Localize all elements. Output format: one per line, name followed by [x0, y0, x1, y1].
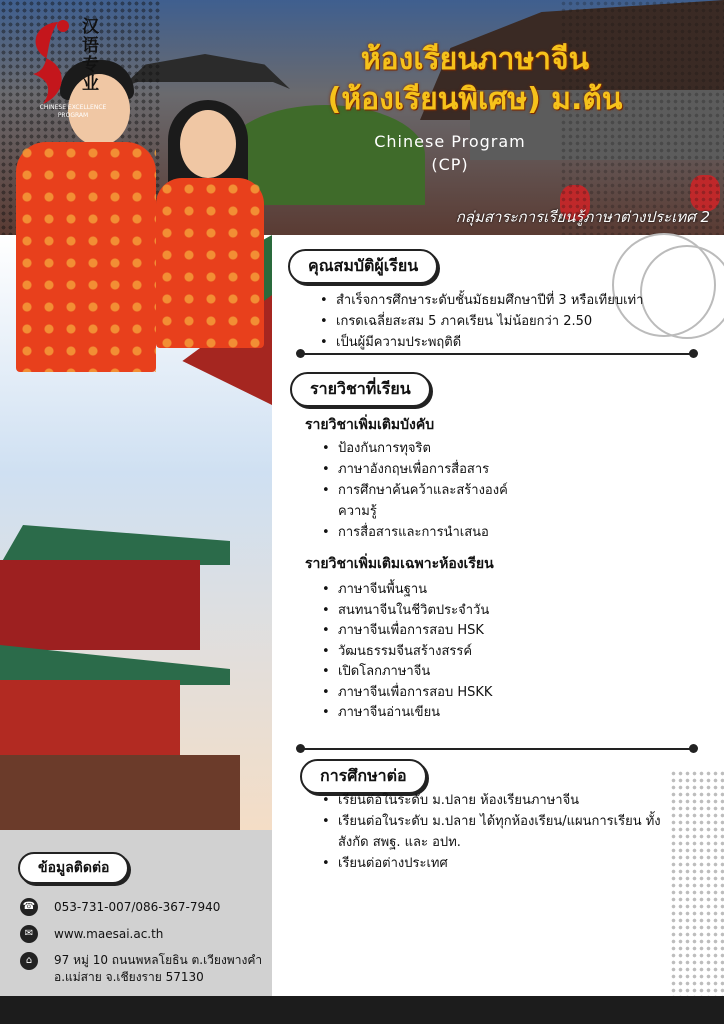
list-item: • การศึกษาค้นคว้าและสร้างองค์ความรู้	[320, 480, 530, 522]
department-name: กลุ่มสาระการเรียนรู้ภาษาต่างประเทศ 2	[455, 208, 710, 226]
list-item: • เป็นผู้มีความประพฤติดี	[318, 332, 688, 353]
list-item: • ภาษาจีนพื้นฐาน	[320, 580, 680, 601]
dragon-emblem-icon	[18, 14, 88, 114]
qualifications-heading: คุณสมบัติผู้เรียน	[288, 249, 438, 284]
logo-text: PROGRAM	[57, 112, 89, 119]
logo-char: 专	[82, 55, 99, 75]
address-line: 97 หมู่ 10 ถนนพหลโยธิน ต.เวียงพางคำ	[54, 953, 263, 967]
subjects-heading: รายวิชาที่เรียน	[290, 372, 431, 407]
program-abbr: (CP)	[431, 155, 469, 174]
list-item: • ภาษาอังกฤษเพื่อการสื่อสาร	[320, 459, 530, 480]
student-girl	[150, 100, 270, 350]
list-item: • สำเร็จการศึกษาระดับชั้นมัธยมศึกษาปีที่ 3 หรือเทียบเท่า	[318, 290, 688, 311]
required-subjects-heading: รายวิชาเพิ่มเติมบังคับ	[305, 417, 435, 433]
contact-heading: ข้อมูลติดต่อ	[18, 852, 129, 884]
page-title: ห้องเรียนภาษาจีน	[360, 42, 590, 77]
home-icon: ⌂	[20, 952, 38, 970]
list-item: • ภาษาจีนอ่านเขียน	[320, 703, 680, 724]
further-study-list	[320, 790, 690, 874]
list-item: • เรียนต่อต่างประเทศ	[320, 853, 690, 874]
logo-char: 汉	[82, 17, 99, 37]
list-item: • เรียนต่อในระดับ ม.ปลาย ห้องเรียนภาษาจีน	[320, 790, 690, 811]
phone-icon: ☎	[20, 898, 38, 916]
list-item: • เรียนต่อในระดับ ม.ปลาย ได้ทุกห้องเรียน/แผนการเรียน ทั้งสังกัด สพฐ. และ อปท.	[320, 811, 690, 853]
email-icon: ✉	[20, 925, 38, 943]
section-divider	[300, 748, 694, 750]
page-title-sub: (ห้องเรียนพิเศษ) ม.ต้น	[327, 82, 623, 117]
further-study-heading: การศึกษาต่อ	[300, 759, 427, 794]
list-item: • เกรดเฉลี่ยสะสม 5 ภาคเรียน ไม่น้อยกว่า 2.50	[318, 311, 688, 332]
contact-address	[54, 952, 262, 986]
list-item: • วัฒนธรรมจีนสร้างสรรค์	[320, 642, 680, 663]
section-divider	[300, 353, 694, 355]
logo-char: 业	[82, 74, 99, 94]
list-item: • การสื่อสารและการนำเสนอ	[320, 522, 530, 543]
footer-bar	[0, 996, 724, 1024]
contact-website[interactable]: www.maesai.ac.th	[54, 927, 164, 941]
specific-subjects-heading: รายวิชาเพิ่มเติมเฉพาะห้องเรียน	[305, 556, 494, 572]
halftone-pattern	[670, 770, 724, 996]
list-item: • ภาษาจีนเพื่อการสอบ HSK	[320, 621, 680, 642]
logo-text: CHINESE EXCELLENCE	[39, 104, 107, 111]
list-item: • สนทนาจีนในชีวิตประจำวัน	[320, 601, 680, 622]
list-item: • ภาษาจีนเพื่อการสอบ HSKK	[320, 683, 680, 704]
required-subjects-list	[320, 438, 530, 543]
program-name: Chinese Program	[374, 132, 526, 151]
list-item: • ป้องกันการทุจริต	[320, 438, 530, 459]
contact-phone: 053-731-007/086-367-7940	[54, 900, 221, 914]
qualifications-list	[318, 290, 688, 353]
logo-char: 语	[82, 36, 99, 56]
list-item: • เปิดโลกภาษาจีน	[320, 662, 680, 683]
address-line: อ.แม่สาย จ.เชียงราย 57130	[54, 970, 204, 984]
school-logo	[18, 14, 128, 126]
specific-subjects-list	[320, 580, 680, 724]
